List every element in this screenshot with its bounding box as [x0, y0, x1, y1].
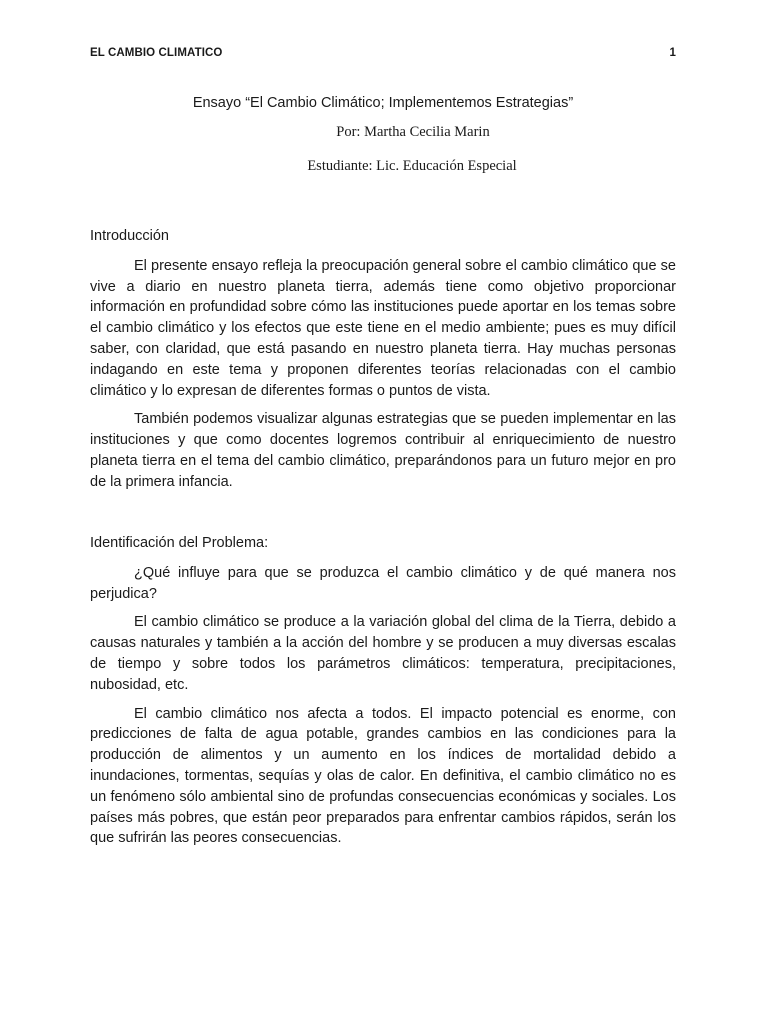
student-line: Estudiante: Lic. Educación Especial	[307, 158, 517, 174]
problem-paragraph-2: El cambio climático nos afecta a todos. El impacto potencial es enorme, con predicciones de falta de agua potable, grandes cambios en las condiciones para la producción de alimentos y un aumento en los índices de mortalidad debido a inundaciones, tormentas, sequías y olas de calor. En definitiva, el cambio climático no es un fenómeno sólo ambiental sino de profundas consecuencias económicas y sociales. Los países más pobres, que están peor preparados para enfrentar cambios rápidos, serán los que sufrirán las peores consecuencias.	[90, 705, 676, 847]
author-line: Por: Martha Cecilia Marin	[336, 124, 490, 140]
title-block	[90, 94, 676, 175]
running-title: EL CAMBIO CLIMATICO	[90, 47, 223, 59]
problem-paragraph-1: El cambio climático se produce a la variación global del clima de la Tierra, debido a causas naturales y también a la acción del hombre y se producen a muy diversas escalas de tiempo y sobre todos los parámetros climáticos: temperatura, precipitaciones, nubosidad, etc.	[90, 614, 676, 693]
section-heading-introduction: Introducción	[90, 228, 169, 244]
introduction-section	[90, 226, 676, 493]
problem-question: ¿Qué influye para que se produzca el cambio climático y de qué manera nos perjudica?	[90, 564, 676, 602]
essay-title: Ensayo “El Cambio Climático; Implementemos Estrategias”	[192, 95, 574, 111]
problem-section	[90, 533, 676, 849]
intro-paragraph-1: El presente ensayo refleja la preocupación general sobre el cambio climático que se vive a diario en nuestro planeta tierra, además tiene como objetivo proporcionar información en profundidad sobre cómo las instituciones puede aportar en los temas sobre el cambio climático y los efectos que este tiene en el medio ambiente; pues es muy difícil saber, con claridad, que está pasando en nuestro planeta tierra. Hay muchas personas indagando en este tema y proponen diferentes teorías relacionadas con el cambio climático y lo expresan de diferentes formas o puntos de vista.	[90, 257, 676, 399]
intro-paragraph-2: También podemos visualizar algunas estrategias que se pueden implementar en las instituciones y que como docentes logremos contribuir al enriquecimiento de nuestro planeta tierra en el tema del cambio climático, preparándonos para un futuro mejor en pro de la primera infancia.	[90, 411, 676, 490]
section-heading-problem: Identificación del Problema:	[90, 535, 269, 551]
running-header	[90, 47, 676, 59]
page-number: 1	[669, 47, 676, 59]
